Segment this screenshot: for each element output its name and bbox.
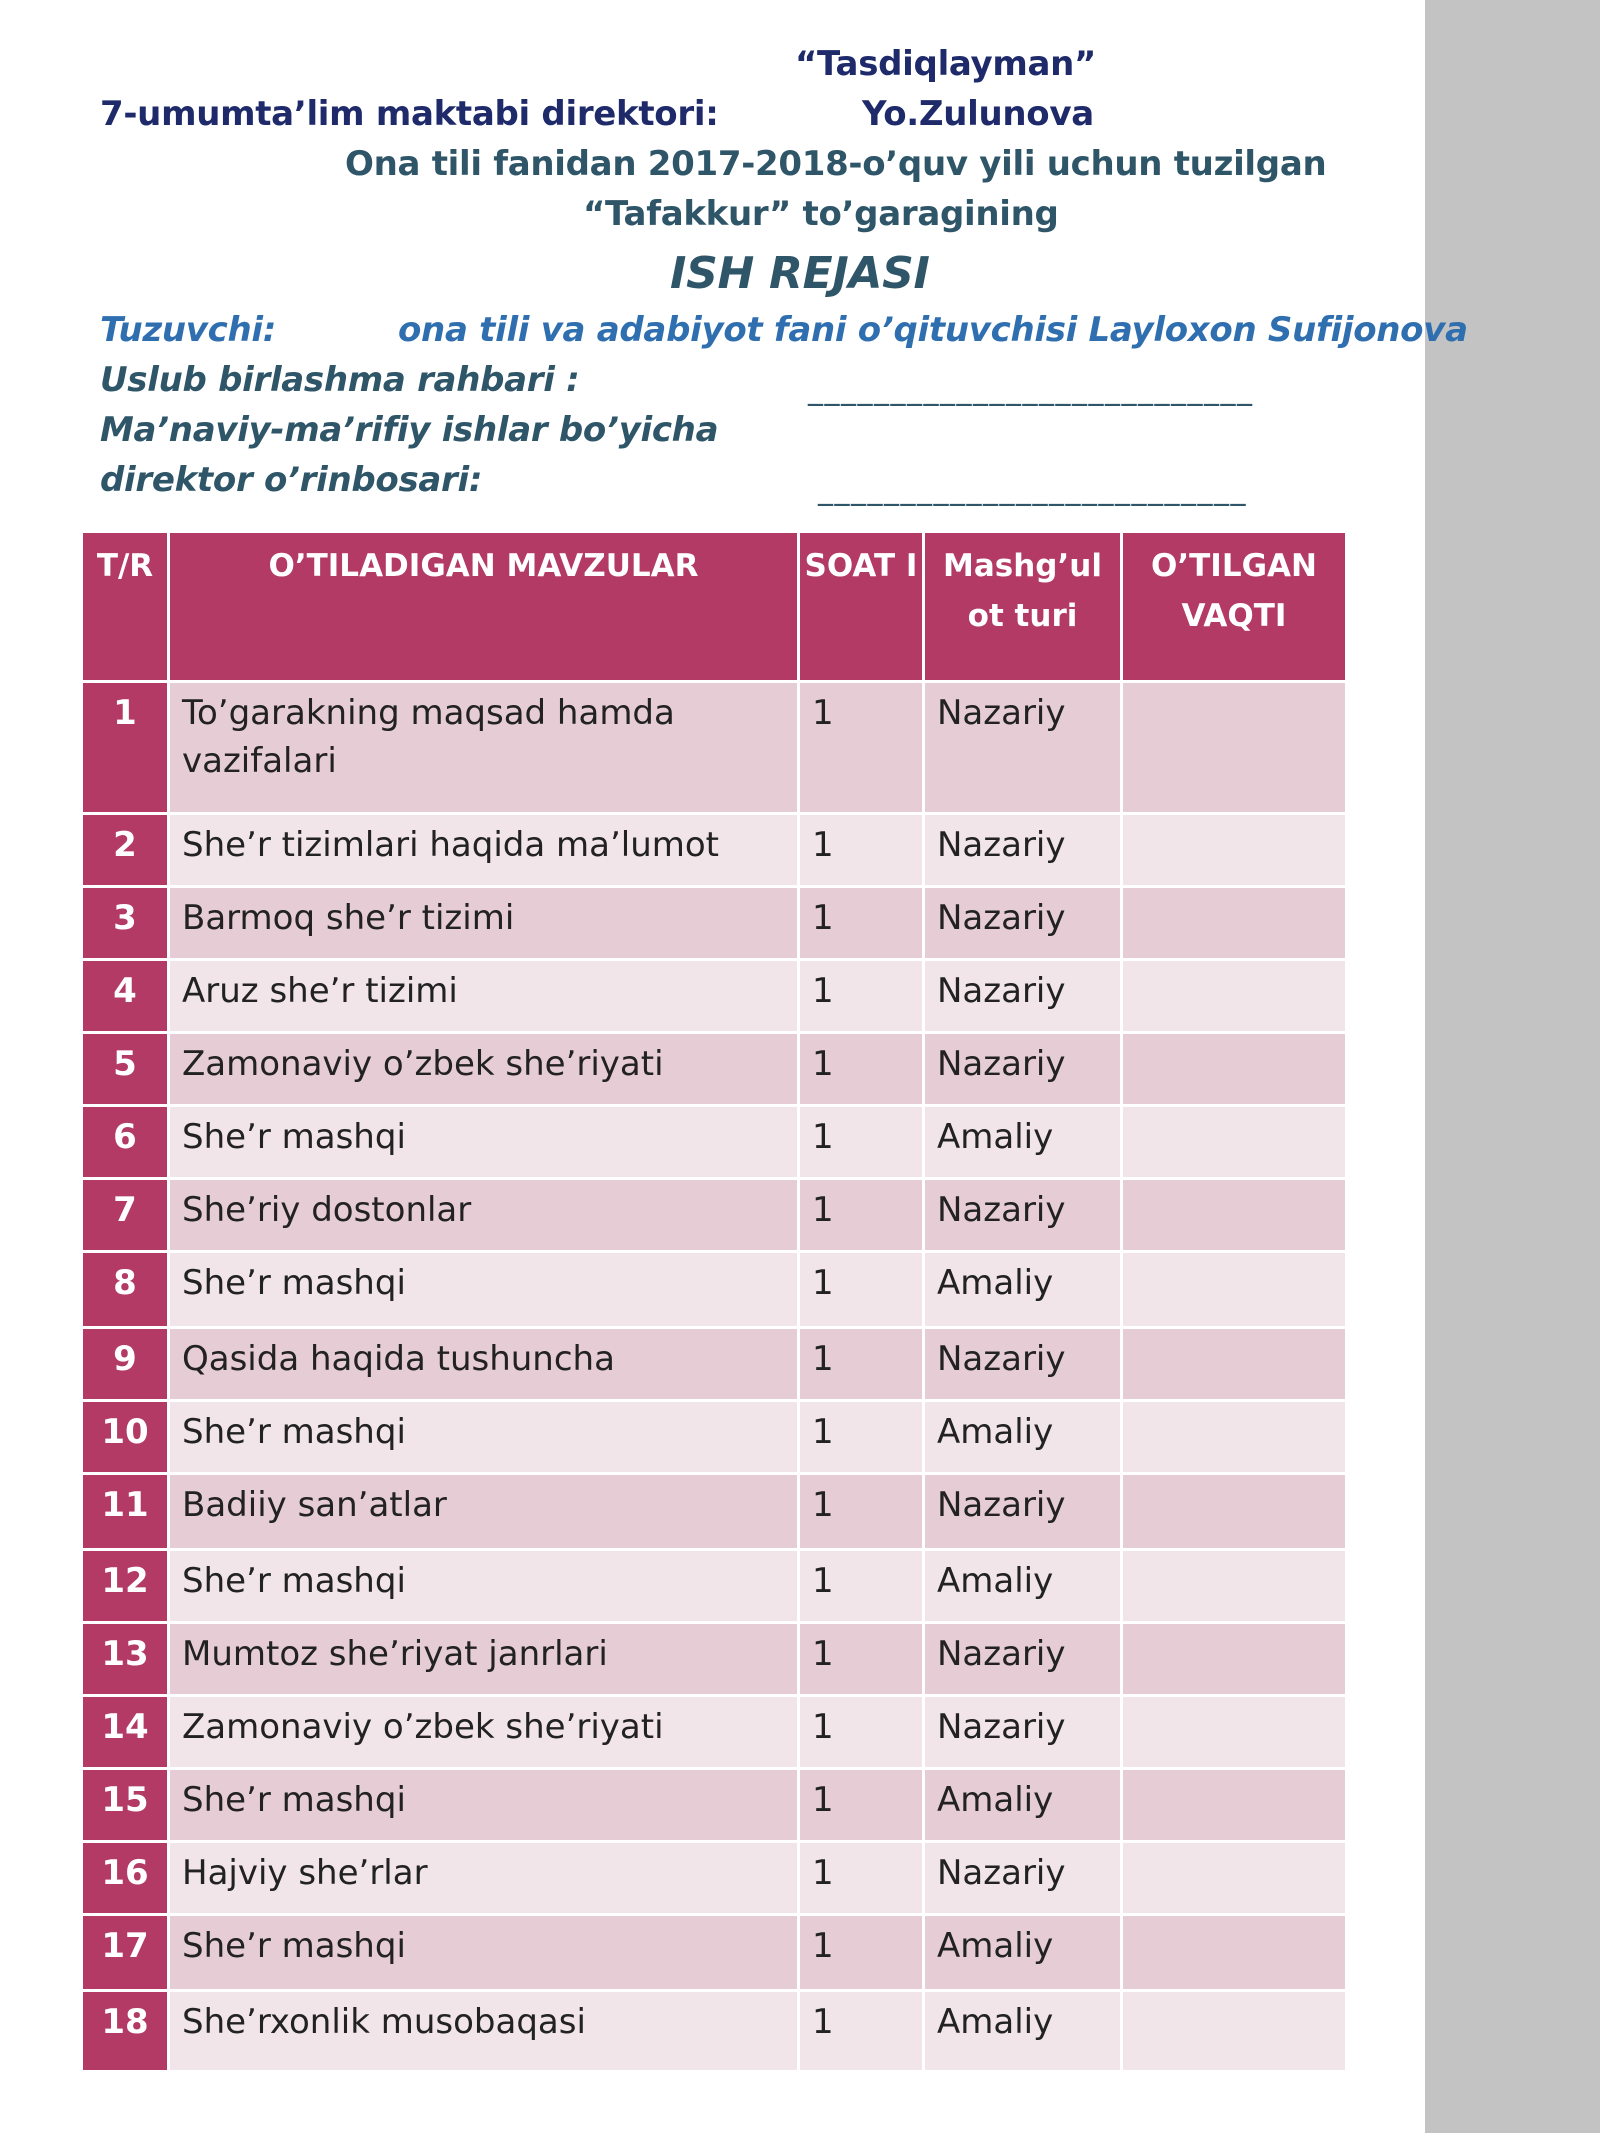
lesson-type-cell: Amaliy: [924, 1550, 1122, 1623]
date-held-cell: [1122, 887, 1347, 960]
column-header-number: T/R: [82, 532, 169, 682]
table-row: [82, 1842, 1347, 1915]
table-row: [82, 1550, 1347, 1623]
lesson-type-cell: Nazariy: [924, 887, 1122, 960]
row-number: 17: [82, 1915, 169, 1991]
date-held-cell: [1122, 1033, 1347, 1106]
director-label: 7-umumta’lim maktabi direktori:: [100, 94, 719, 134]
row-number: 10: [82, 1401, 169, 1474]
hours-cell: 1: [799, 1401, 924, 1474]
table-row: [82, 1991, 1347, 2072]
hours-cell: 1: [799, 814, 924, 887]
hours-cell: 1: [799, 1915, 924, 1991]
deputy-label-line-2: direktor o’rinbosari:: [100, 460, 483, 500]
director-name: Yo.Zulunova: [862, 94, 1094, 134]
lesson-type-cell: Amaliy: [924, 1106, 1122, 1179]
topic-cell: She’r mashqi: [169, 1915, 799, 1991]
method-head-signature-line: ___________________________: [808, 372, 1254, 407]
row-number: 14: [82, 1696, 169, 1769]
deputy-signature-line: __________________________: [818, 472, 1247, 507]
lesson-type-cell: Amaliy: [924, 1401, 1122, 1474]
hours-cell: 1: [799, 1474, 924, 1550]
date-held-cell: [1122, 1328, 1347, 1401]
table-row: [82, 1696, 1347, 1769]
author-value: ona tili va adabiyot fani o’qituvchisi Layloxon Sufijonova: [398, 310, 1468, 350]
table-header-row: [82, 532, 1347, 682]
lesson-type-cell: Nazariy: [924, 960, 1122, 1033]
date-held-cell: [1122, 1623, 1347, 1696]
date-held-cell: [1122, 960, 1347, 1033]
row-number: 3: [82, 887, 169, 960]
row-number: 4: [82, 960, 169, 1033]
topic-cell: Barmoq she’r tizimi: [169, 887, 799, 960]
row-number: 6: [82, 1106, 169, 1179]
table-row: [82, 1623, 1347, 1696]
date-held-cell: [1122, 814, 1347, 887]
table-row: [82, 1106, 1347, 1179]
topic-cell: Qasida haqida tushuncha: [169, 1328, 799, 1401]
table-row: [82, 1252, 1347, 1328]
table-row: [82, 960, 1347, 1033]
date-held-cell: [1122, 1179, 1347, 1252]
topic-cell: Zamonaviy o’zbek she’riyati: [169, 1033, 799, 1106]
lesson-type-cell: Amaliy: [924, 1769, 1122, 1842]
date-held-cell: [1122, 1550, 1347, 1623]
hours-cell: 1: [799, 682, 924, 814]
column-header-topics: O’TILADIGAN MAVZULAR: [169, 532, 799, 682]
subject-line: Ona tili fanidan 2017-2018-o’quv yili uchun tuzilgan: [345, 144, 1327, 184]
hours-cell: 1: [799, 1179, 924, 1252]
hours-cell: 1: [799, 1696, 924, 1769]
topic-cell: Aruz she’r tizimi: [169, 960, 799, 1033]
row-number: 9: [82, 1328, 169, 1401]
date-held-cell: [1122, 1106, 1347, 1179]
lesson-type-cell: Amaliy: [924, 1252, 1122, 1328]
method-head-label: Uslub birlashma rahbari :: [100, 360, 580, 400]
topic-cell: Mumtoz she’riyat janrlari: [169, 1623, 799, 1696]
lesson-type-cell: Nazariy: [924, 1328, 1122, 1401]
topic-cell: She’r mashqi: [169, 1252, 799, 1328]
table-row: [82, 1769, 1347, 1842]
table-row: [82, 1401, 1347, 1474]
topic-cell: She’r mashqi: [169, 1769, 799, 1842]
topic-cell: She’r mashqi: [169, 1106, 799, 1179]
approval-heading: “Tasdiqlayman”: [795, 44, 1097, 84]
column-header-lesson-type: Mashg’ul ot turi: [924, 532, 1122, 682]
date-held-cell: [1122, 1474, 1347, 1550]
topic-cell: Badiiy san’atlar: [169, 1474, 799, 1550]
deputy-label-line-1: Ma’naviy-ma’rifiy ishlar bo’yicha: [100, 410, 719, 450]
hours-cell: 1: [799, 1328, 924, 1401]
lesson-type-cell: Amaliy: [924, 1915, 1122, 1991]
hours-cell: 1: [799, 960, 924, 1033]
hours-cell: 1: [799, 1550, 924, 1623]
hours-cell: 1: [799, 1033, 924, 1106]
row-number: 15: [82, 1769, 169, 1842]
work-plan-table: [80, 530, 1348, 2073]
lesson-type-cell: Nazariy: [924, 682, 1122, 814]
row-number: 8: [82, 1252, 169, 1328]
lesson-type-cell: Nazariy: [924, 1623, 1122, 1696]
lesson-type-cell: Nazariy: [924, 814, 1122, 887]
date-held-cell: [1122, 1915, 1347, 1991]
row-number: 12: [82, 1550, 169, 1623]
club-line: “Tafakkur” to’garagining: [583, 194, 1059, 234]
date-held-cell: [1122, 1769, 1347, 1842]
date-held-cell: [1122, 1252, 1347, 1328]
lesson-type-cell: Nazariy: [924, 1842, 1122, 1915]
date-held-cell: [1122, 1696, 1347, 1769]
table-row: [82, 1328, 1347, 1401]
hours-cell: 1: [799, 1252, 924, 1328]
hours-cell: 1: [799, 1842, 924, 1915]
lesson-type-cell: Nazariy: [924, 1696, 1122, 1769]
lesson-type-cell: Nazariy: [924, 1033, 1122, 1106]
row-number: 1: [82, 682, 169, 814]
topic-cell: She’riy dostonlar: [169, 1179, 799, 1252]
date-held-cell: [1122, 1842, 1347, 1915]
hours-cell: 1: [799, 1991, 924, 2072]
author-label: Tuzuvchi:: [100, 310, 277, 350]
table-row: [82, 1915, 1347, 1991]
row-number: 13: [82, 1623, 169, 1696]
hours-cell: 1: [799, 1769, 924, 1842]
topic-cell: She’r tizimlari haqida ma’lumot: [169, 814, 799, 887]
date-held-cell: [1122, 1401, 1347, 1474]
row-number: 7: [82, 1179, 169, 1252]
topic-cell: To’garakning maqsad hamda vazifalari: [169, 682, 799, 814]
hours-cell: 1: [799, 887, 924, 960]
table-row: [82, 1474, 1347, 1550]
topic-cell: Hajviy she’rlar: [169, 1842, 799, 1915]
table-row: [82, 1033, 1347, 1106]
date-held-cell: [1122, 1991, 1347, 2072]
table-row: [82, 682, 1347, 814]
column-header-date-held: O’TILGAN VAQTI: [1122, 532, 1347, 682]
topic-cell: She’rxonlik musobaqasi: [169, 1991, 799, 2072]
lesson-type-cell: Nazariy: [924, 1179, 1122, 1252]
hours-cell: 1: [799, 1623, 924, 1696]
lesson-type-cell: Nazariy: [924, 1474, 1122, 1550]
hours-cell: 1: [799, 1106, 924, 1179]
row-number: 16: [82, 1842, 169, 1915]
table-row: [82, 1179, 1347, 1252]
date-held-cell: [1122, 682, 1347, 814]
document-title: ISH REJASI: [670, 248, 930, 299]
column-header-hours: SOAT I: [799, 532, 924, 682]
table-row: [82, 887, 1347, 960]
topic-cell: Zamonaviy o’zbek she’riyati: [169, 1696, 799, 1769]
topic-cell: She’r mashqi: [169, 1550, 799, 1623]
row-number: 5: [82, 1033, 169, 1106]
table-row: [82, 814, 1347, 887]
row-number: 18: [82, 1991, 169, 2072]
row-number: 2: [82, 814, 169, 887]
lesson-type-cell: Amaliy: [924, 1991, 1122, 2072]
topic-cell: She’r mashqi: [169, 1401, 799, 1474]
row-number: 11: [82, 1474, 169, 1550]
